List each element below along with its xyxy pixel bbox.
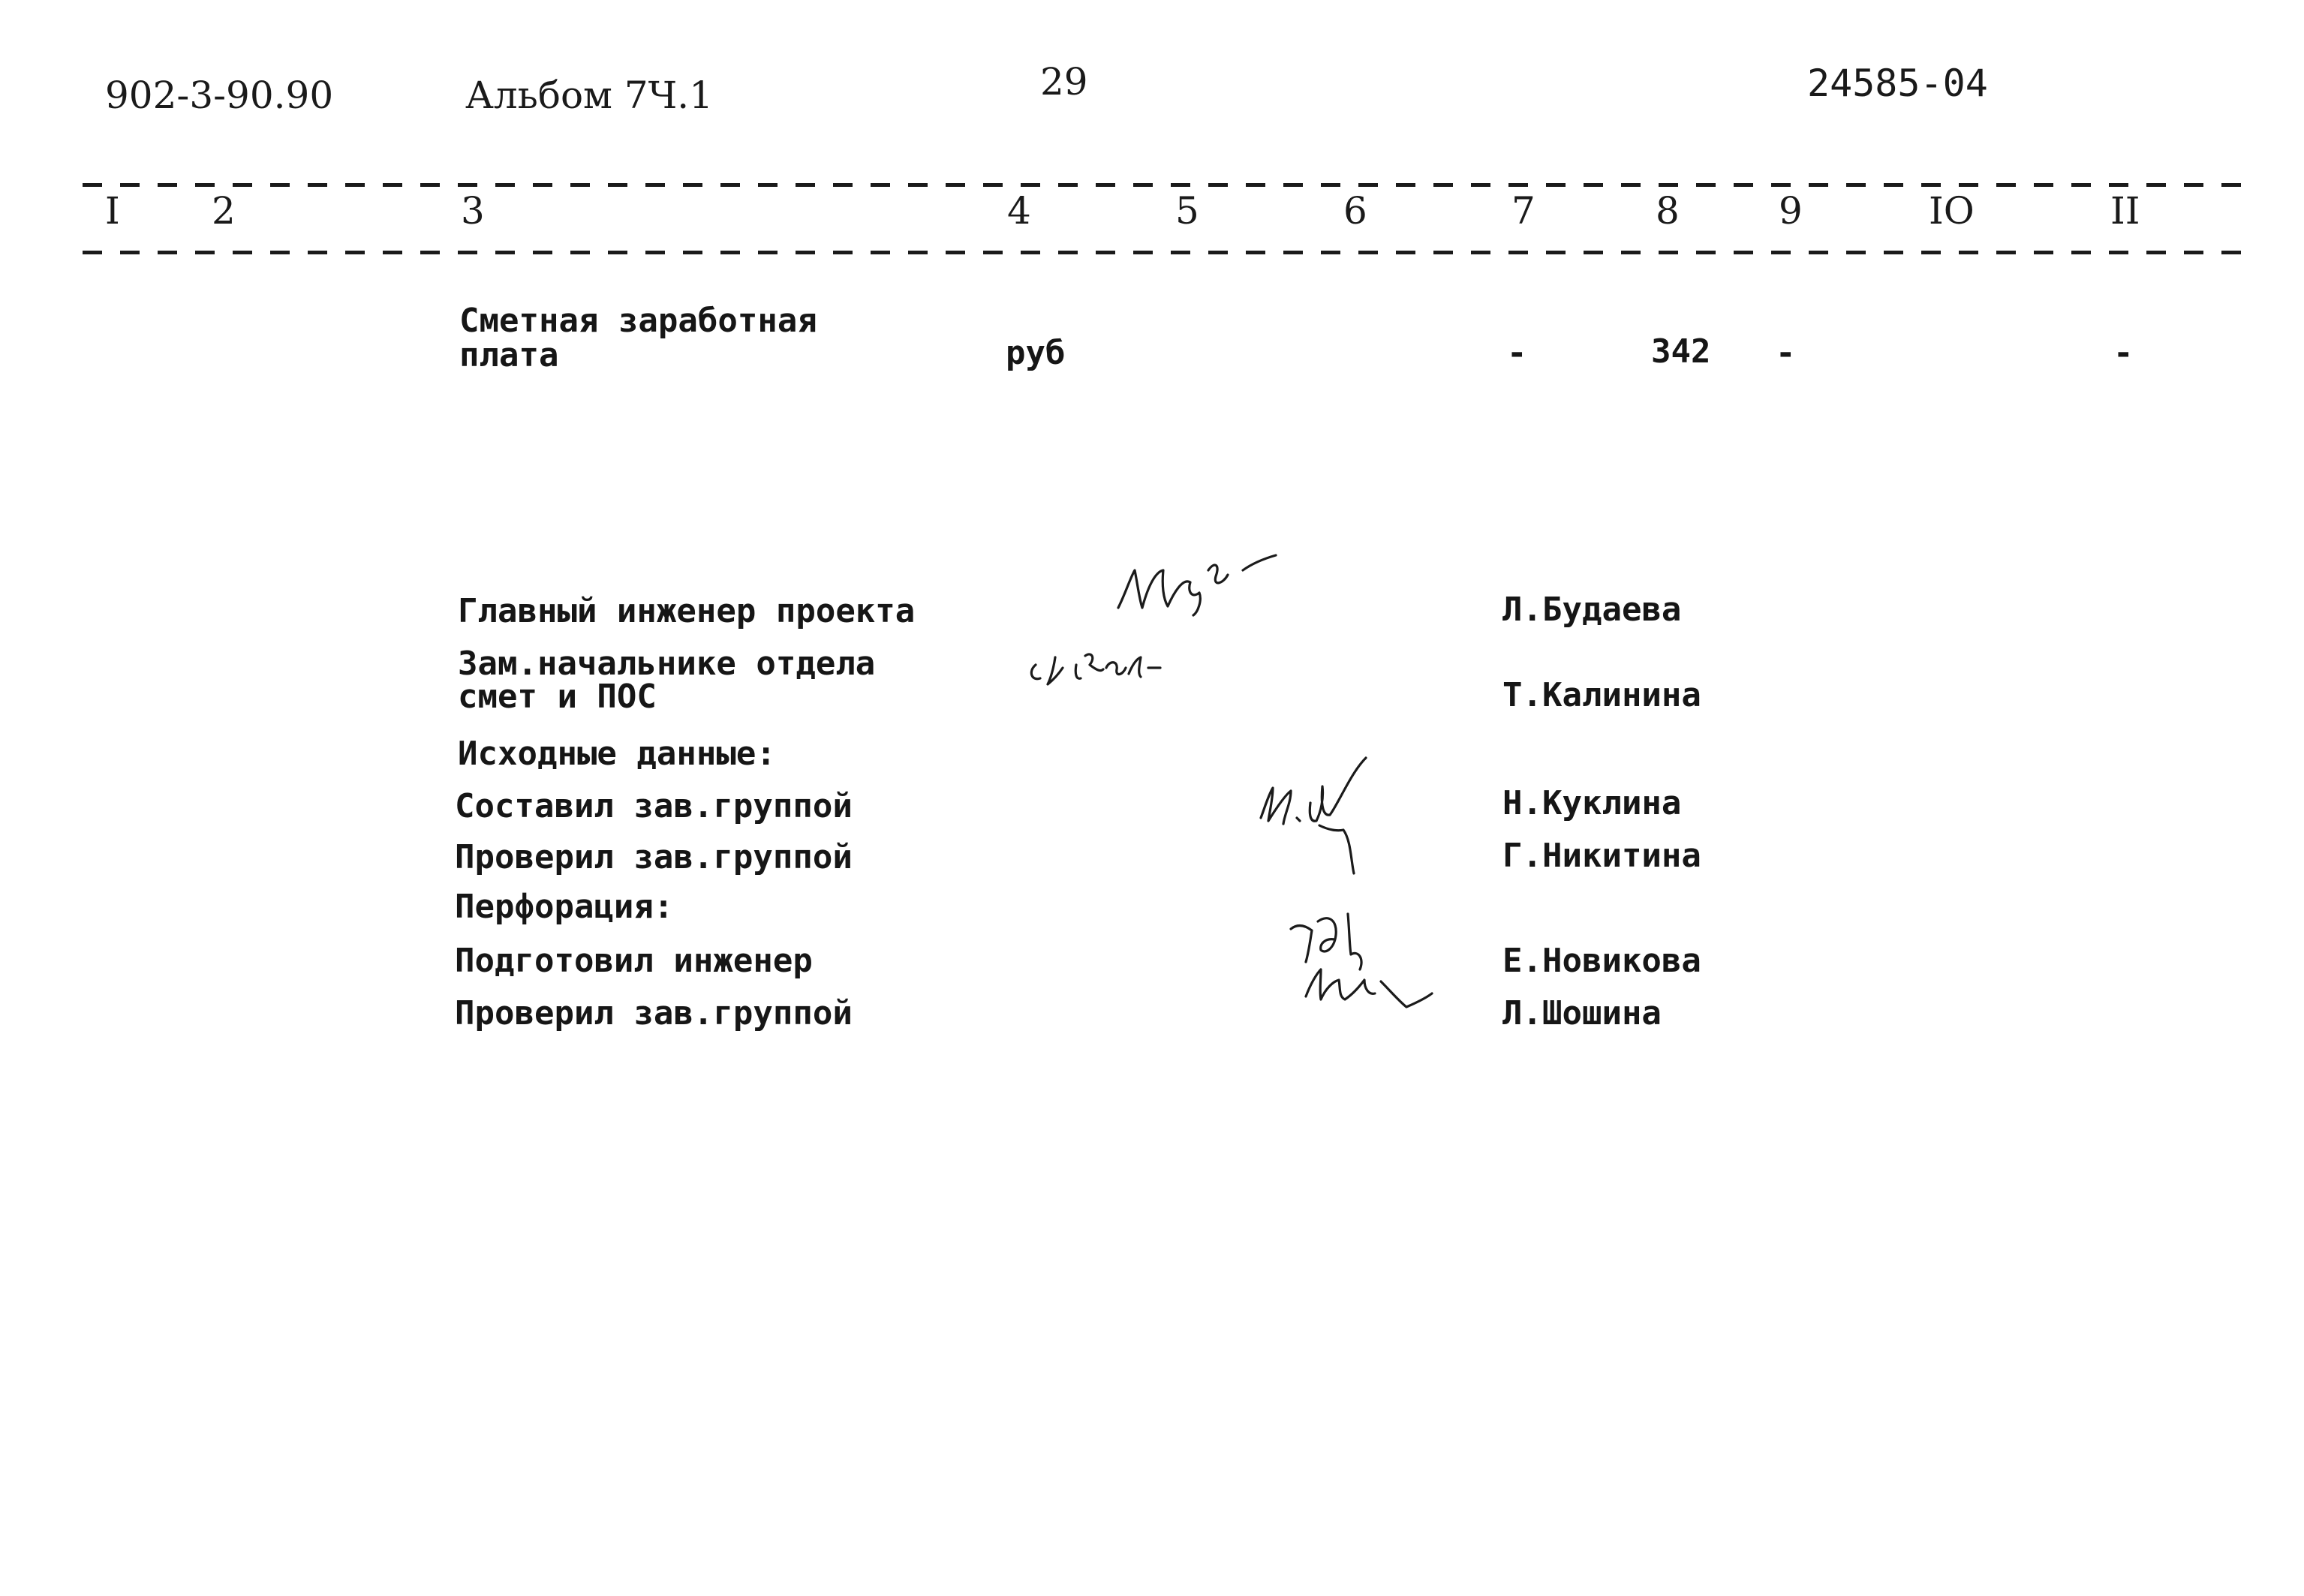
column-number: 5: [1175, 189, 1199, 233]
archive-number: 24585-04: [1807, 62, 1988, 105]
prepared-label: Подготовил инженер: [455, 942, 813, 980]
column-number: 4: [1007, 189, 1031, 233]
signature-deputy: [1013, 635, 1238, 695]
row-col11: -: [2113, 334, 2134, 372]
checked2-label: Проверил зав.группой: [455, 994, 853, 1032]
row-col8: 342: [1651, 332, 1711, 371]
column-number: IO: [1929, 189, 1975, 233]
checked2-name: Л.Шошина: [1502, 994, 1662, 1032]
checked1-name: Г.Никитина: [1502, 837, 1701, 875]
page-number: 29: [1040, 60, 1088, 104]
chief-engineer-name: Л.Будаева: [1502, 591, 1682, 629]
row-unit: руб: [1006, 334, 1066, 372]
checked1-label: Проверил зав.группой: [455, 838, 853, 876]
compiled-name: Н.Куклина: [1502, 784, 1682, 822]
column-number: 2: [212, 189, 236, 233]
signature-prepared-checked: [1276, 891, 1501, 1041]
column-number: 6: [1343, 189, 1367, 233]
prepared-name: Е.Новикова: [1502, 942, 1701, 980]
chief-engineer-label: Главный инженер проекта: [458, 592, 916, 630]
perforation-label: Перфорация:: [455, 888, 674, 926]
column-number: 8: [1656, 189, 1680, 233]
row-name-line1: Сметная заработная: [459, 302, 817, 340]
row-name-line2: плата: [459, 336, 559, 374]
album-label: Альбом 7Ч.1: [465, 74, 714, 117]
document-code: 902-3-90.90: [105, 74, 334, 117]
top-dashed-rule: [83, 183, 2259, 187]
signature-compiled: [1238, 743, 1463, 893]
column-number: II: [2110, 189, 2140, 233]
bottom-dashed-rule: [83, 251, 2259, 254]
row-col9: -: [1776, 334, 1796, 372]
compiled-label: Составил зав.группой: [455, 787, 853, 825]
column-number: 9: [1779, 189, 1803, 233]
row-col7: -: [1507, 334, 1527, 372]
signature-chief-engineer: [1096, 540, 1321, 623]
deputy-label-line1: Зам.начальнике отдела: [458, 645, 876, 683]
deputy-label-line2: смет и ПОС: [458, 678, 657, 716]
column-number: 7: [1511, 189, 1535, 233]
column-number: 3: [461, 189, 485, 233]
source-data-label: Исходные данные:: [458, 735, 776, 773]
column-number: I: [105, 189, 120, 233]
deputy-name: Т.Калинина: [1502, 676, 1701, 714]
